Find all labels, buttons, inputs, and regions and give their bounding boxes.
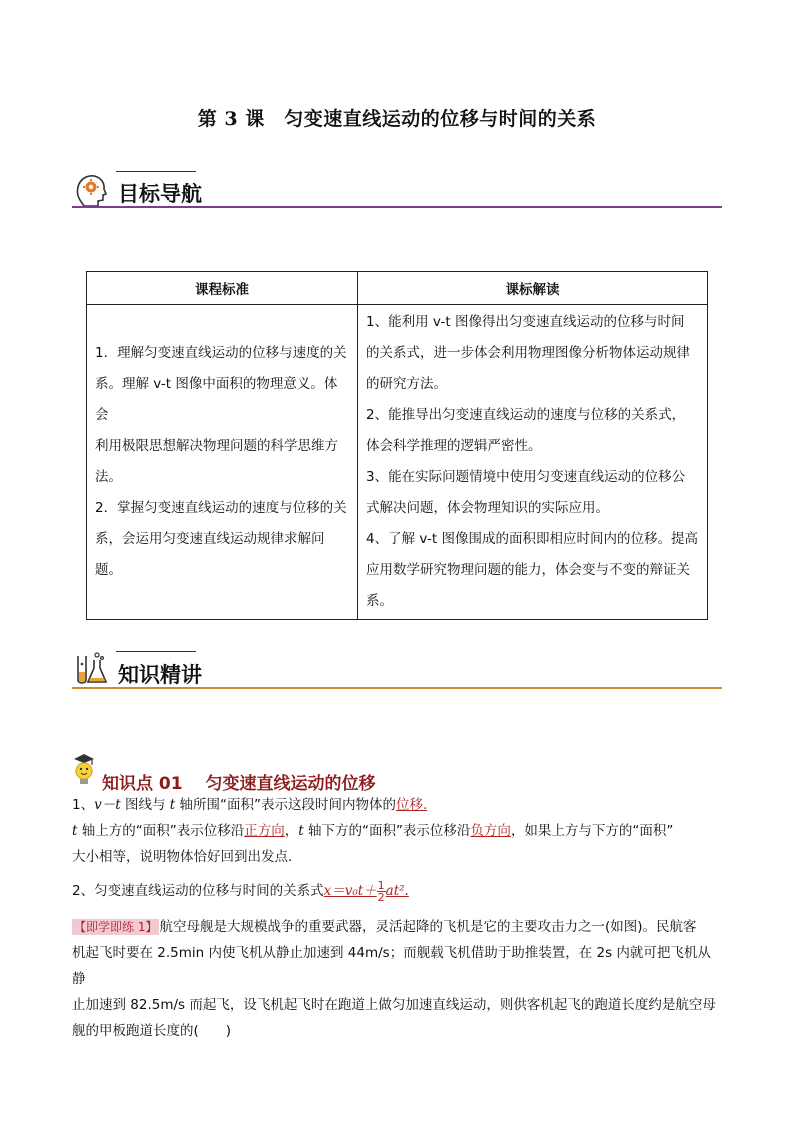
head-gear-icon (72, 170, 110, 208)
table-text-line: 3、能在实际问题情境中使用匀变速直线运动的位移公 (366, 469, 686, 485)
text: 大小相等，说明物体恰好回到出发点. (72, 849, 293, 865)
practice-tag: 【即学即练 1】 (74, 920, 158, 934)
graduate-bulb-icon (72, 753, 98, 787)
text: 轴上方的“面积”表示位移沿 (77, 823, 245, 839)
practice-line: 机起飞时要在 2.5min 内使飞机从静止加速到 44m/s；而舰载飞机借助于助推装置，在 2s 内就可把飞机从静 (72, 945, 711, 987)
practice-line: 止加速到 82.5m/s 而起飞，设飞机起飞时在跑道上做匀加速直线运动，则供客机起飞的跑道长度约是航空母 (72, 997, 716, 1013)
answer-blank: 正方向 (244, 823, 285, 839)
text: ， (284, 823, 299, 839)
text: 轴所围“面积”表示这段时间内物体的 (175, 797, 396, 813)
formula-right: at². (385, 883, 409, 899)
text-var: t (72, 823, 78, 839)
table-text-line: 法。 (95, 469, 122, 485)
section-knowledge (72, 648, 722, 690)
section-top-rule (116, 171, 196, 172)
section-goal-label: 目标导航 (118, 182, 202, 206)
table-text-line: 1、能利用 v-t 图像得出匀变速直线运动的位移与时间 (366, 314, 685, 330)
table-text-line: 的关系式，进一步体会利用物理图像分析物体运动规律 (366, 345, 690, 361)
table-text-line: 式解决问题，体会物理知识的实际应用。 (366, 500, 609, 516)
table-text-line: 系。 (366, 593, 393, 609)
formula-left: x＝v₀t＋ (323, 883, 377, 899)
text-var: v－t (94, 797, 121, 813)
table-header-standard: 课程标准 (87, 272, 358, 305)
kp-line-3 (72, 844, 724, 870)
formula-fraction (377, 880, 386, 903)
text: 1、 (72, 797, 95, 813)
text: ，如果上方与下方的“面积” (510, 823, 674, 839)
text-var: t (298, 823, 304, 839)
table-cell-standard (87, 305, 358, 620)
table-text-line: 2、能推导出匀变速直线运动的速度与位移的关系式， (366, 407, 686, 423)
text-var: t (169, 797, 176, 813)
section-goal-navigation (72, 168, 722, 210)
table-text-line: 系。理解 v-t 图像中面积的物理意义。体会 (95, 376, 338, 423)
table-text-line: 1．理解匀变速直线运动的位移与速度的关 (95, 345, 347, 361)
fraction-denominator: 2 (377, 890, 385, 904)
curriculum-table (86, 271, 708, 620)
practice-block (72, 914, 724, 1044)
kp-line-2 (72, 818, 724, 844)
table-text-line: 4、了解 v-t 图像围成的面积即相应时间内的位移。提高 (366, 531, 698, 547)
answer-blank: 位移. (395, 797, 428, 813)
table-text-line: 的研究方法。 (366, 376, 447, 392)
text: 2、匀变速直线运动的位移与时间的关系式 (72, 883, 324, 899)
table-row (87, 305, 708, 620)
kp-line-1 (72, 792, 724, 818)
text: 航空母舰是大规模战争的重要武器，灵活起降的飞机是它的主要攻击力之一(如图)。民航客 (159, 919, 697, 935)
table-text-line: 系，会运用匀变速直线运动规律求解问题。 (95, 531, 325, 578)
table-text-line: 利用极限思想解决物理问题的科学思维方 (95, 438, 338, 454)
section-knowledge-underline (72, 687, 722, 689)
practice-line (72, 914, 724, 940)
section-top-rule (116, 651, 196, 652)
text: 轴下方的“面积”表示位移沿 (303, 823, 471, 839)
section-goal-underline (72, 206, 722, 208)
practice-line: 舰的甲板跑道长度的( ) (72, 1023, 232, 1039)
section-knowledge-label: 知识精讲 (118, 663, 202, 687)
table-header-interpretation: 课标解读 (358, 272, 708, 305)
kp-formula-line (72, 878, 724, 904)
table-text-line: 体会科学推理的逻辑严密性。 (366, 438, 542, 454)
table-cell-interpretation (358, 305, 708, 620)
page-title: 第 3 课 匀变速直线运动的位移与时间的关系 (197, 108, 597, 130)
fraction-numerator: 1 (377, 878, 385, 892)
text: 图线与 (120, 797, 170, 813)
table-text-line: 应用数学研究物理问题的能力，体会变与不变的辩证关 (366, 562, 690, 578)
knowledge-point-title: 知识点 01 匀变速直线运动的位移 (102, 774, 376, 794)
lab-flask-icon (72, 650, 110, 688)
table-header-row (87, 272, 708, 305)
answer-blank: 负方向 (470, 823, 511, 839)
table-text-line: 2．掌握匀变速直线运动的速度与位移的关 (95, 500, 347, 516)
